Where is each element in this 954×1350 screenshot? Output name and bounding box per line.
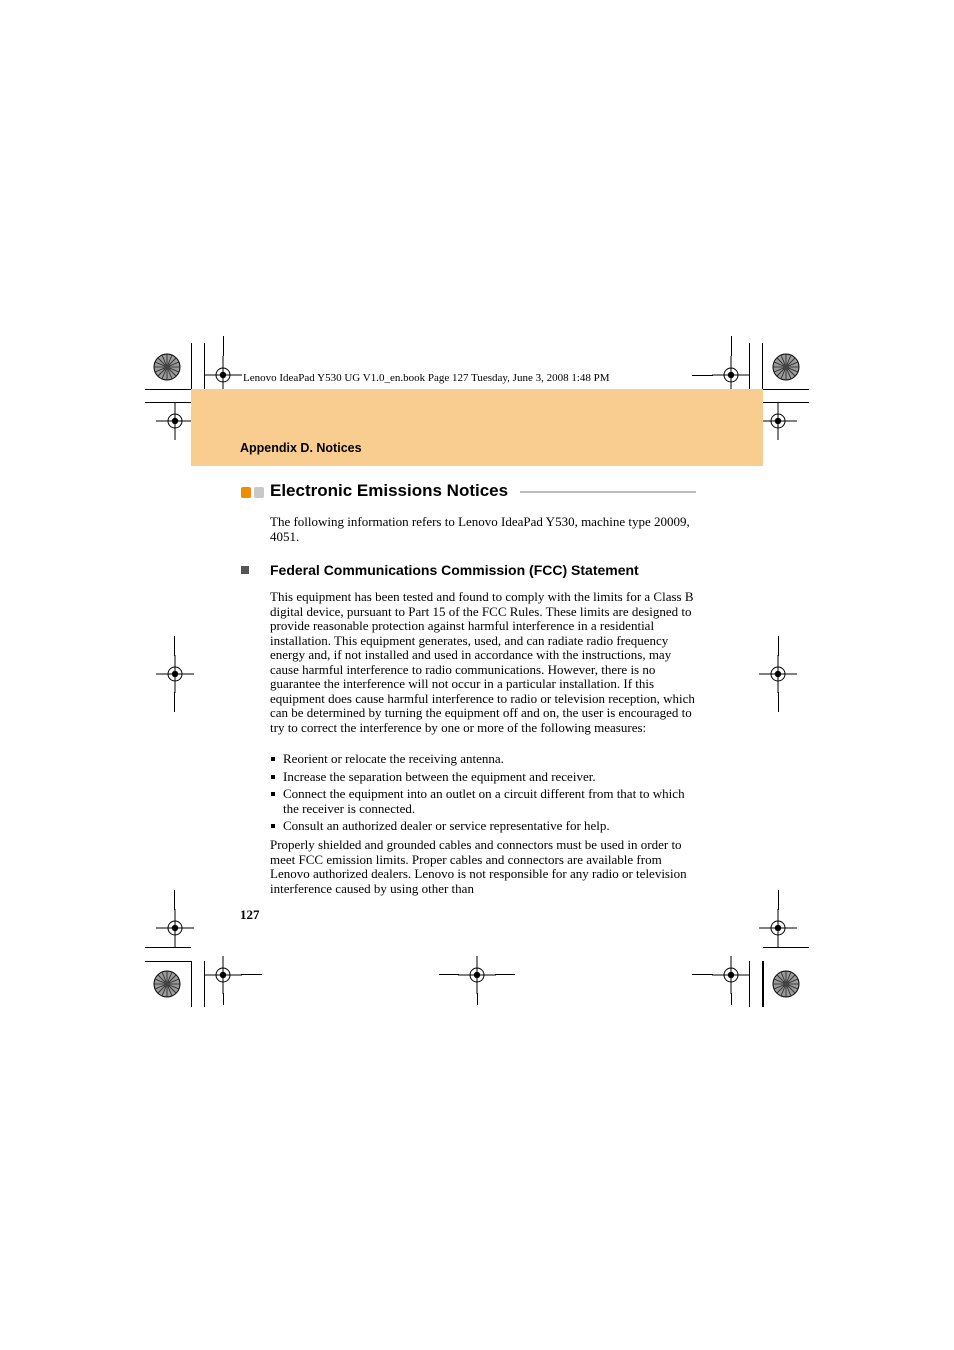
bullet-icon — [271, 792, 275, 796]
color-wheel-icon — [153, 353, 181, 381]
color-wheel-icon — [153, 970, 181, 998]
registration-line — [692, 974, 713, 975]
registration-line — [495, 974, 515, 975]
crop-mark — [145, 389, 191, 390]
crop-mark — [191, 343, 192, 389]
registration-mark-icon — [457, 955, 497, 995]
list-item-text: Consult an authorized dealer or service representative for help. — [283, 818, 610, 833]
bullet-icon — [271, 775, 275, 779]
registration-line — [692, 375, 713, 376]
grey-square-icon — [254, 487, 264, 498]
registration-mark-icon — [203, 955, 243, 995]
registration-mark-icon — [155, 654, 195, 694]
registration-line — [439, 974, 459, 975]
section-marker-icon — [241, 487, 267, 499]
list-item-text: Increase the separation between the equipment and receiver. — [283, 768, 596, 784]
registration-line — [477, 993, 478, 1005]
registration-line — [731, 993, 732, 1005]
cables-paragraph: Properly shielded and grounded cables and connectors must be used in order to meet FCC emission limits. Proper cables and connectors are available from Lenovo authorized dealers. Lenovo is not responsible for any radio or television interference caused by using other than — [270, 837, 687, 896]
section-title: Electronic Emissions Notices — [270, 481, 509, 500]
crop-mark — [191, 961, 192, 1007]
registration-line — [778, 692, 779, 712]
list-item — [270, 819, 695, 834]
registration-line — [174, 692, 175, 712]
registration-mark-icon — [711, 955, 751, 995]
print-slug: Lenovo IdeaPad Y530 UG V1.0_en.book Page 127 Tuesday, June 3, 2008 1:48 PM — [243, 372, 610, 384]
square-bullet-icon — [241, 566, 249, 574]
registration-mark-icon — [758, 654, 798, 694]
registration-mark-icon — [758, 401, 798, 441]
orange-square-icon — [241, 487, 251, 498]
crop-mark — [762, 343, 763, 389]
crop-mark — [763, 389, 809, 390]
subsection-title: Federal Communications Commission (FCC) Statement — [270, 562, 639, 578]
registration-line — [731, 336, 732, 356]
registration-line — [241, 974, 262, 975]
list-item — [270, 787, 695, 816]
bullet-icon — [271, 824, 275, 828]
registration-mark-icon — [758, 908, 798, 948]
intro-paragraph: The following information refers to Lenovo IdeaPad Y530, machine type 20009, 4051. — [270, 514, 690, 544]
list-item-text: Connect the equipment into an outlet on a circuit different from that to which the receiver is connected. — [283, 786, 685, 816]
registration-line — [174, 636, 175, 656]
registration-line — [223, 993, 224, 1005]
page-number: 127 — [240, 907, 260, 922]
registration-mark-icon — [155, 401, 195, 441]
crop-mark — [145, 961, 191, 962]
registration-line — [778, 890, 779, 910]
running-header: Appendix D. Notices — [240, 441, 362, 455]
measures-list — [270, 752, 695, 837]
registration-line — [174, 890, 175, 910]
color-wheel-icon — [772, 353, 800, 381]
list-item-text: Reorient or relocate the receiving antenna. — [283, 751, 504, 766]
list-item — [270, 770, 695, 785]
registration-line — [223, 336, 224, 356]
bullet-icon — [271, 757, 275, 761]
fcc-paragraph: This equipment has been tested and found to comply with the limits for a Class B digital device, pursuant to Part 15 of the FCC Rules. These limits are designed to provide reasonable protection against harmful interference in a residential installation. This equipment generates, used, and can radiate radio frequency energy and, if not installed and used in accordance with the instructions, may cause harmful interference to radio communications. However, there is no guarantee the interference will not occur in a particular installation. If this equipment does cause harmful interference to radio or television reception, which can be determined by turning the equipment off and on, the user is encouraged to try to correct the interference by one or more of the following measures: — [270, 589, 695, 735]
crop-mark — [763, 961, 764, 1007]
color-wheel-icon — [772, 970, 800, 998]
registration-mark-icon — [155, 908, 195, 948]
list-item — [270, 752, 695, 767]
section-rule — [520, 491, 696, 493]
registration-line — [778, 636, 779, 656]
